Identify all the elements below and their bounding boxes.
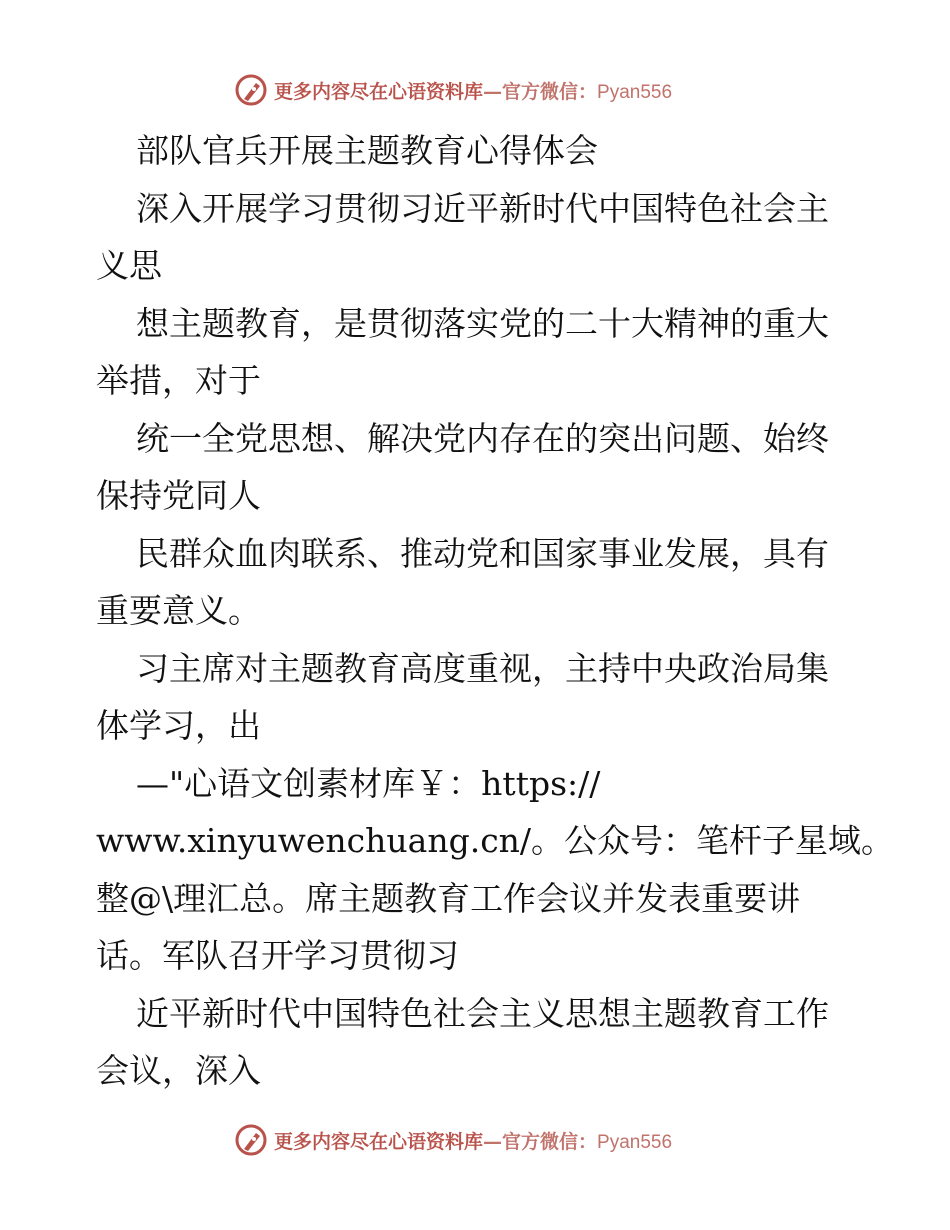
paragraph-line: 统一全党思想、解决党内存在的突出问题、始终 xyxy=(136,418,829,458)
paragraph-line: 深入开展学习贯彻习近平新时代中国特色社会主 xyxy=(136,188,829,228)
banner-title xyxy=(274,77,672,104)
paragraph-line: www.xinyuwenchuang.cn/。公众号：笔杆子星域。 xyxy=(96,821,895,860)
document-body xyxy=(96,122,895,1100)
paragraph-line: 体学习，出 xyxy=(96,706,261,745)
pen-nib-circle-icon xyxy=(234,1123,268,1157)
paragraph-line: —"心语文创素材库￥：https:// xyxy=(136,763,601,803)
paragraph-line: 重要意义。 xyxy=(96,591,261,630)
banner-contact-label: —官方微信： xyxy=(483,80,598,103)
banner-wechat-id: Pyan556 xyxy=(597,1131,673,1153)
paragraph-line: 会议，深入 xyxy=(96,1051,261,1090)
header-banner xyxy=(234,70,754,110)
paragraph-line: 义思 xyxy=(96,246,162,285)
banner-site-name: 更多内容尽在心语资料库 xyxy=(274,80,484,103)
banner-title xyxy=(274,1127,672,1154)
banner-contact-label: —官方微信： xyxy=(483,1130,598,1153)
paragraph-line: 话。军队召开学习贯彻习 xyxy=(96,936,459,975)
paragraph-line: 近平新时代中国特色社会主义思想主题教育工作 xyxy=(136,993,829,1033)
paragraph-line: 习主席对主题教育高度重视，主持中央政治局集 xyxy=(136,648,829,688)
banner-wechat-id: Pyan556 xyxy=(597,81,673,103)
paragraph-line: 想主题教育，是贯彻落实党的二十大精神的重大 xyxy=(136,303,829,343)
paragraph-line: 举措，对于 xyxy=(96,361,261,400)
footer-banner xyxy=(234,1120,754,1160)
banner-site-name: 更多内容尽在心语资料库 xyxy=(274,1130,484,1153)
pen-nib-circle-icon xyxy=(234,73,268,107)
paragraph-line: 民群众血肉联系、推动党和国家事业发展，具有 xyxy=(136,533,829,573)
paragraph-line: 保持党同人 xyxy=(96,476,261,515)
document-title: 部队官兵开展主题教育心得体会 xyxy=(136,131,598,170)
paragraph-line: 整@\理汇总。席主题教育工作会议并发表重要讲 xyxy=(96,878,801,918)
